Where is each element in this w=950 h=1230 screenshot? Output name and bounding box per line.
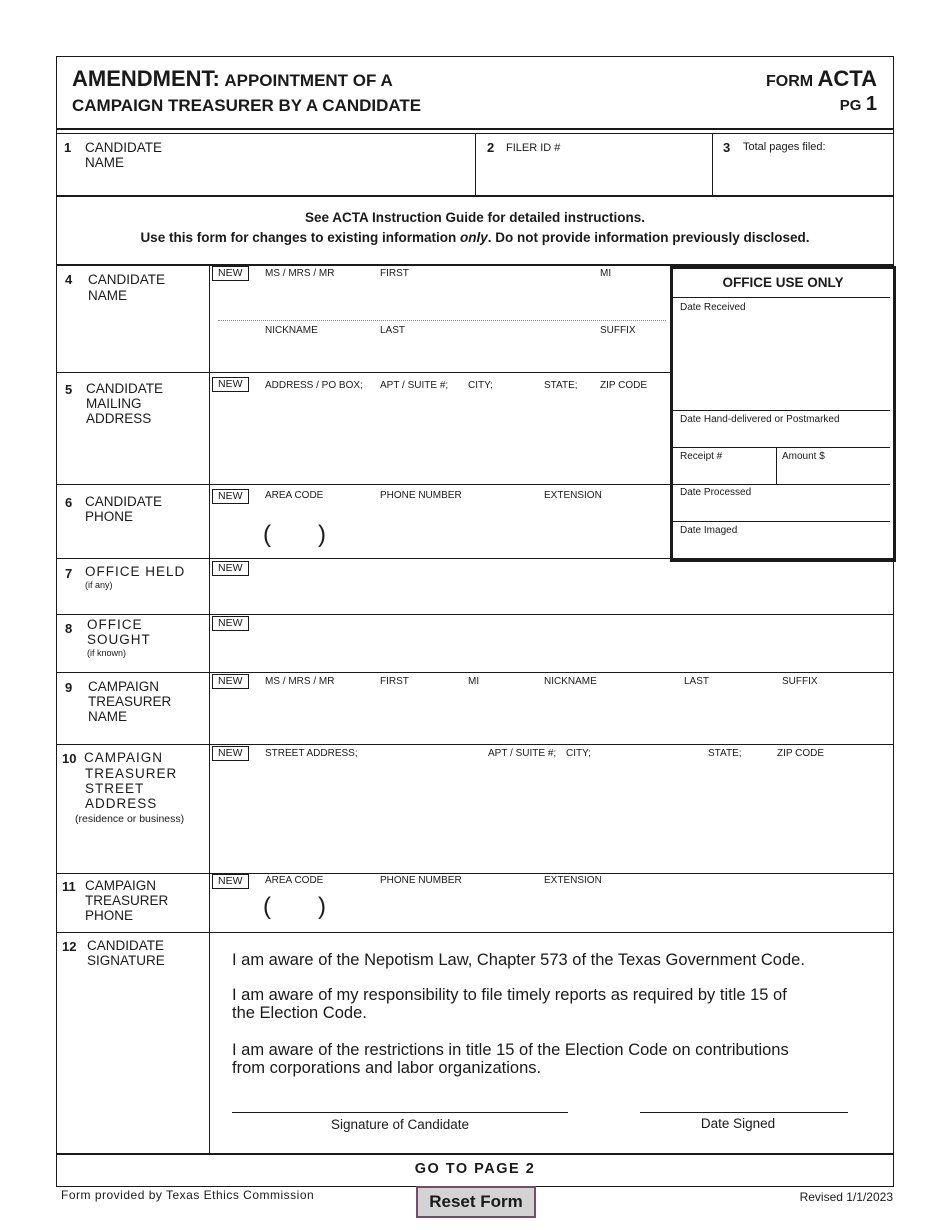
s7-note: (if any) xyxy=(85,580,113,590)
divider xyxy=(56,932,894,933)
s4-candidate-name-bottom-input[interactable] xyxy=(212,338,667,368)
date-signed-field[interactable] xyxy=(640,1085,848,1111)
divider xyxy=(56,672,894,673)
s6-phone-number-input[interactable] xyxy=(378,524,538,550)
s9-col: LAST xyxy=(684,676,710,687)
divider xyxy=(56,484,670,485)
s10-label-4: ADDRESS xyxy=(85,796,158,811)
s4-candidate-name-top-input[interactable] xyxy=(212,282,667,318)
candidate-name-input[interactable] xyxy=(180,138,472,193)
s11-label-3: PHONE xyxy=(85,908,134,923)
s5-new-checkbox[interactable]: NEW xyxy=(212,377,249,392)
s10-label: CAMPAIGN xyxy=(84,750,164,765)
field-1-label-2: NAME xyxy=(85,155,125,170)
s6-label-2: PHONE xyxy=(85,509,134,524)
s4-dotted-separator xyxy=(218,320,666,321)
s11-phone-number-input[interactable] xyxy=(378,896,538,922)
s11-col: AREA CODE xyxy=(265,875,324,886)
date-imaged-label: Date Imaged xyxy=(680,525,738,536)
s4-col: SUFFIX xyxy=(600,325,636,336)
s6-number: 6 xyxy=(65,495,73,510)
instruction-2a: Use this form for changes to existing information xyxy=(140,230,460,245)
date-hand-delivered-label: Date Hand-delivered or Postmarked xyxy=(680,414,840,425)
divider xyxy=(56,614,894,615)
s11-paren-close: ) xyxy=(318,893,326,920)
s11-area-code-input[interactable] xyxy=(274,896,316,922)
field-1-number: 1 xyxy=(64,140,72,155)
s10-new-checkbox[interactable]: NEW xyxy=(212,746,249,761)
s6-col: PHONE NUMBER xyxy=(380,490,462,501)
s11-col: EXTENSION xyxy=(544,875,602,886)
s11-col: PHONE NUMBER xyxy=(380,875,462,886)
s9-new-checkbox[interactable]: NEW xyxy=(212,674,249,689)
s5-mailing-address-input[interactable] xyxy=(212,396,667,480)
form-prefix: FORM xyxy=(765,73,814,90)
amendment-word: AMENDMENT: xyxy=(72,66,220,91)
s10-number: 10 xyxy=(62,751,77,766)
s10-col: STREET ADDRESS; xyxy=(265,748,358,759)
amount-label: Amount $ xyxy=(782,451,825,462)
divider xyxy=(673,297,890,298)
s6-col: EXTENSION xyxy=(544,490,602,501)
title-line2: CAMPAIGN TREASURER BY A CANDIDATE xyxy=(72,96,422,115)
reset-form-button[interactable] xyxy=(416,1186,536,1218)
s5-label-2: MAILING xyxy=(86,396,142,411)
s5-number: 5 xyxy=(65,382,73,397)
reset-form-label: Reset Form xyxy=(429,1192,523,1211)
s12-label: CANDIDATE xyxy=(87,938,165,953)
s6-col: AREA CODE xyxy=(265,490,324,501)
s9-label: CAMPAIGN xyxy=(88,679,160,694)
instruction-line-1: See ACTA Instruction Guide for detailed instructions. xyxy=(304,210,646,225)
s6-extension-input[interactable] xyxy=(544,524,664,550)
s10-col: APT / SUITE #; xyxy=(488,748,557,759)
s10-treasurer-address-input[interactable] xyxy=(212,764,888,868)
s9-col: FIRST xyxy=(380,676,409,687)
statement-contributions-line2: from corporations and labor organizations. xyxy=(232,1059,542,1077)
s6-paren-close: ) xyxy=(318,521,326,548)
receipt-label: Receipt # xyxy=(680,451,723,462)
s5-label-3: ADDRESS xyxy=(86,411,152,426)
s9-col: MI xyxy=(468,676,480,687)
divider xyxy=(56,744,894,745)
divider xyxy=(56,1153,894,1155)
s4-label: CANDIDATE xyxy=(88,272,166,287)
divider xyxy=(56,372,670,373)
divider xyxy=(56,873,894,874)
s4-col: LAST xyxy=(380,325,406,336)
s5-label: CANDIDATE xyxy=(86,381,164,396)
instruction-line-2 xyxy=(56,230,894,245)
field-3-number: 3 xyxy=(723,140,731,155)
divider xyxy=(673,410,890,411)
date-received-label: Date Received xyxy=(680,302,746,313)
s7-new-checkbox[interactable]: NEW xyxy=(212,561,249,576)
instruction-2-emphasis: only xyxy=(459,230,488,245)
s9-label-3: NAME xyxy=(88,709,128,724)
s11-number: 11 xyxy=(62,879,76,894)
s7-office-held-input[interactable] xyxy=(212,578,888,610)
office-use-title: OFFICE USE ONLY xyxy=(722,275,844,290)
s6-new-checkbox[interactable]: NEW xyxy=(212,489,249,504)
s10-label-3: STREET xyxy=(85,781,145,796)
divider xyxy=(776,447,777,484)
date-signed-line xyxy=(640,1112,848,1113)
statement-contributions-line1: I am aware of the restrictions in title 15 of the Election Code on contributions xyxy=(232,1041,789,1059)
statement-reports-line2: the Election Code. xyxy=(232,1004,367,1022)
s9-col: MS / MRS / MR xyxy=(265,676,335,687)
filer-id-input[interactable] xyxy=(480,158,708,192)
s8-new-checkbox[interactable]: NEW xyxy=(212,616,249,631)
s8-note: (if known) xyxy=(87,648,127,658)
s9-number: 9 xyxy=(65,680,73,695)
s11-new-checkbox[interactable]: NEW xyxy=(212,874,249,889)
s8-office-sought-input[interactable] xyxy=(212,634,888,668)
s4-label-2: NAME xyxy=(88,288,128,303)
s9-col: SUFFIX xyxy=(782,676,818,687)
s11-extension-input[interactable] xyxy=(544,896,664,922)
go-to-page-2: GO TO PAGE 2 xyxy=(414,1161,536,1177)
s5-col: ZIP CODE xyxy=(600,380,648,391)
divider xyxy=(475,134,476,195)
divider xyxy=(56,558,894,559)
provided-by: Form provided by Texas Ethics Commission xyxy=(61,1188,315,1202)
s11-paren-open: ( xyxy=(263,893,271,920)
s4-new-checkbox[interactable]: NEW xyxy=(212,266,249,281)
s5-col: APT / SUITE #; xyxy=(380,380,449,391)
label-column-divider xyxy=(209,265,210,1153)
date-signed-label: Date Signed xyxy=(700,1116,776,1131)
s4-col: NICKNAME xyxy=(265,325,318,336)
s10-label-2: TREASURER xyxy=(85,766,178,781)
field-3-label: Total pages filed: xyxy=(743,141,826,153)
s4-col: MS / MRS / MR xyxy=(265,268,335,279)
field-2-label: FILER ID # xyxy=(506,142,561,154)
date-processed-label: Date Processed xyxy=(680,487,752,498)
divider xyxy=(673,447,890,448)
s10-col: STATE; xyxy=(708,748,742,759)
signature-line xyxy=(232,1112,568,1113)
signature-label: Signature of Candidate xyxy=(330,1117,470,1132)
field-1-label: CANDIDATE xyxy=(85,140,163,155)
s7-number: 7 xyxy=(65,566,73,581)
s8-label: OFFICE xyxy=(87,617,143,632)
form-code-value: ACTA xyxy=(817,66,877,91)
form-code xyxy=(766,66,877,92)
signature-field[interactable] xyxy=(232,1085,568,1111)
s6-area-code-input[interactable] xyxy=(274,524,316,550)
s5-col: CITY; xyxy=(468,380,493,391)
s11-label-2: TREASURER xyxy=(85,893,169,908)
header-divider xyxy=(56,128,894,130)
revised-date: Revised 1/1/2023 xyxy=(799,1190,893,1204)
s8-number: 8 xyxy=(65,621,73,636)
field-2-number: 2 xyxy=(487,140,495,155)
page-prefix: PG xyxy=(839,97,862,114)
page-num: 1 xyxy=(865,93,877,115)
s9-label-2: TREASURER xyxy=(88,694,172,709)
s4-number: 4 xyxy=(65,272,73,287)
s10-note: (residence or business) xyxy=(75,813,185,825)
divider xyxy=(673,521,890,522)
total-pages-input[interactable] xyxy=(718,158,888,192)
statement-nepotism: I am aware of the Nepotism Law, Chapter 573 of the Texas Government Code. xyxy=(232,951,805,969)
statement-reports-line1: I am aware of my responsibility to file timely reports as required by title 15 of xyxy=(232,986,787,1004)
form-frame xyxy=(56,56,894,1187)
s9-col: NICKNAME xyxy=(544,676,597,687)
form-title xyxy=(72,66,393,92)
s4-col: MI xyxy=(600,268,612,279)
divider xyxy=(712,134,713,195)
divider xyxy=(56,195,894,197)
s4-col: FIRST xyxy=(380,268,409,279)
s12-number: 12 xyxy=(62,939,77,954)
s6-paren-open: ( xyxy=(263,521,271,548)
s9-treasurer-name-input[interactable] xyxy=(212,692,888,740)
instruction-2b: . Do not provide information previously disclosed. xyxy=(487,230,810,245)
s10-col: ZIP CODE xyxy=(777,748,825,759)
s8-label-2: SOUGHT xyxy=(87,632,151,647)
s5-col: STATE; xyxy=(544,380,578,391)
s12-label-2: SIGNATURE xyxy=(87,953,165,968)
s7-label: OFFICE HELD xyxy=(85,564,186,579)
title-line1: APPOINTMENT OF A xyxy=(224,71,393,90)
page-number xyxy=(840,93,877,116)
divider xyxy=(673,484,890,485)
s5-col: ADDRESS / PO BOX; xyxy=(265,380,363,391)
s11-label: CAMPAIGN xyxy=(85,878,157,893)
s10-col: CITY; xyxy=(566,748,591,759)
s6-label: CANDIDATE xyxy=(85,494,163,509)
